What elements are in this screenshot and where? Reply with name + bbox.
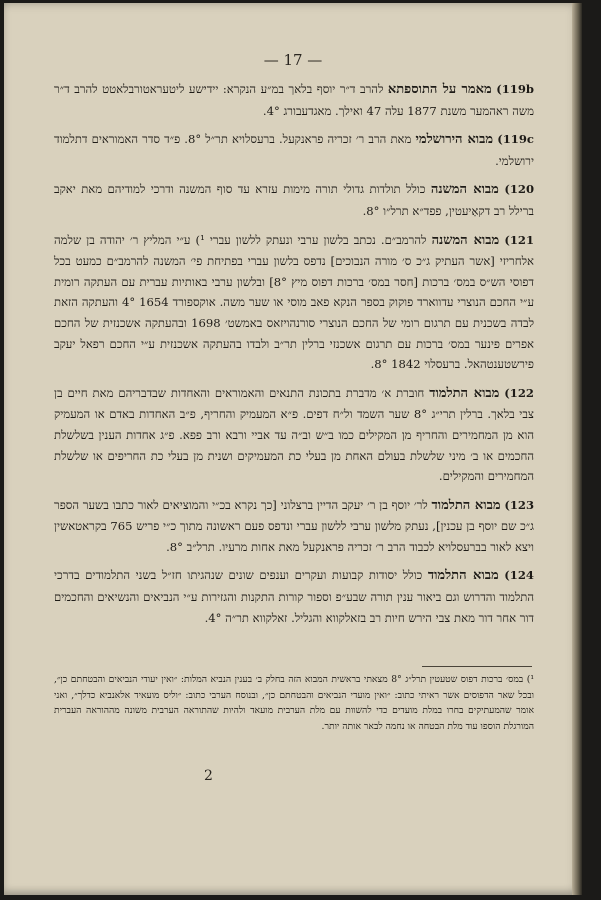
page-number: — 17 —: [263, 51, 323, 69]
entry-119b: [54, 79, 534, 121]
entry-title: מבוא המשנה: [431, 232, 500, 248]
entry-number: 124): [504, 568, 534, 583]
entry-119c: [54, 129, 534, 171]
entry-number: 121): [504, 232, 535, 247]
entry-title: מבוא התלמוד: [427, 568, 499, 584]
entry-title: מבוא התלמוד: [429, 385, 500, 401]
entry-text: כולל יסודות קבועות ועקרים וענפים שונים שנהגיתו חז״ל בשני התלמודים בדרכי התלמוד והדרוש וגם ביאור ענין תורה שבע״פ וספור קורות התקנות והגזירות ע״י הנביאים והנשיאים והחכמים דור אחר דור מאת צבי הירש חיות רב בזאלקווא והגליל. זאלקווא תר״ה 4°.: [54, 568, 534, 625]
page-spine-shadow: [572, 3, 582, 895]
footnote: ¹) במס׳ ברכות דפוס שטעטין תרל״ג 8° מצאתי בראשית המבוא הזה בחלק ב׳ בענין הנביא המלות: ״ואין יעודי הנביאים והבטחתם כן״, ובכל שאר הדפוסים אשר ראיתי כתוב: ״ואין מועדי הנביאים והבטחתם כן״, ובנוסח הערבי כתוב: ״וליס מועאיד אלאנביא כדלך״, ואני אומר שהמעתיקים בחרו במלת מועדים כדי להשוות עם מלת הערבית מועאד ולהיות שהתוראה הערבית משונה מההוראה העברית המורגלת הוספו עוד מלת הבטחה או נחמה לבאר אותה יותר.: [54, 674, 535, 732]
entry-122: [54, 383, 534, 487]
entry-number: 123): [504, 497, 535, 512]
signature-mark: 2: [204, 768, 213, 784]
entry-title: מבוא המשנה: [430, 182, 499, 198]
entry-number: 119c): [497, 132, 534, 147]
entry-text: להרמב״ם. נכתב בלשון ערבי ונעתק ללשון עברי ¹) ע״י המליץ ר׳ יהודה בן שלמה אלחריזי [אשר העתיק ג״כ ס׳ מורה הנבוכים] נדפס בלשון עברי בפתיחת פי׳ המשנה להרמב״ם כמעט בכל דפוסי הש״ס במס׳ ברכות [חסר במס׳ ברכות דפוס מיץ 8°] ובלשון ערבי באותיות עברית עם העתקה רומית ע״י החכם הנוצרי עדווארד פוקוק בספר הנקא פאב מוסי או שער משה. אוקספורד 1654 4° והעתקה הזאת לבדה בשכנית עם תרגום רומי של החכם הנוצרי סורנהויזאס באמשט׳ 1698 ובהעתקה אשכנזית של החכם אפרים פינער במס׳ ברכות עם תרגום אשכנזי ברלין תר״ב ולבדו בהעתקה אשכנזית ע״י החכם רפאל יעקב פירשטענטהאל. ברעסלוי 1842 8°.: [54, 232, 535, 372]
entry-121: [54, 230, 534, 375]
entry-text: כולל תולדות גדולי תורה מימות עזרא עד סוף המשנה ודרכי למודיהם מאת יאקב ברילל רב דקאַיעטין, פפד״א תרל״ו 8°.: [54, 182, 534, 218]
entry-text: להרב ד״ר יוסף בלאך במ״ע הנקרא: יידישע ליטעראטורבלאטט להרב ד״ר משה ראהמער משנת 1877 עלה 47 ואילך. מאגדעבורג 4°.: [54, 82, 534, 118]
footnote-rule: [422, 666, 532, 667]
entry-120: [54, 179, 534, 221]
entry-number: 120): [504, 182, 535, 197]
entry-title: מאמר על התוספתא: [387, 82, 492, 97]
entry-number: 122): [504, 385, 534, 400]
entry-text: לר׳ יוסף בן ר׳ יעקב הדיין ברצלוני [כך נקרא בכ״י והמוציאים לאור כתבו בשער הספר ג״כ שם יוסף בן עכנין], נעתק מלשון ערבי ללשון עברי ונדפס פעם ראשונה מתוך כ״י פריש 765 בקראטאשין ויצא לאור בברעסלויא לכבוד הרב ר׳ זכריה פראנקעל מאת אחות מרעיו. תרל״ב 8°.: [54, 497, 534, 554]
entry-text: חוברת א׳ מדברת בתכונת התנאים והאמוראים והאחדות שבדבריהם מאת חיים בן צבי בלאך. ברלין תרי״ג 8° שער השמד ול״ח דפים. פ״א המעמיק והחריף, פ״ב האחדות באדם או המעמיק הוא מן המחמירים והחריף מן המקילים כמו ב״ש וב״ה עד אביי ורבא ורב פפא. פ״ג אחדות הענין בשלשלת החכמים או ב׳ מיני שלשלת בעולם האחת מן בעלי כת המעמיקים ושנית מן בעלי כת החריפים או שלשלת המחמירים והמקילים.: [54, 385, 534, 484]
entry-123: [54, 495, 534, 558]
entry-text: מאת הרב ר׳ זכריה פראנקעל. ברעסלויא תר״ל 8°. פ״ד סדר האמוראים דתלמוד ירושלמי.: [54, 132, 534, 168]
entry-title: מבוא התלמוד: [431, 497, 501, 513]
entry-124: [54, 565, 534, 628]
entry-title: מבוא הירושלמי: [415, 132, 494, 148]
main-text-column: [54, 79, 534, 636]
entry-number: 119b): [496, 82, 534, 96]
book-page: [4, 3, 582, 895]
